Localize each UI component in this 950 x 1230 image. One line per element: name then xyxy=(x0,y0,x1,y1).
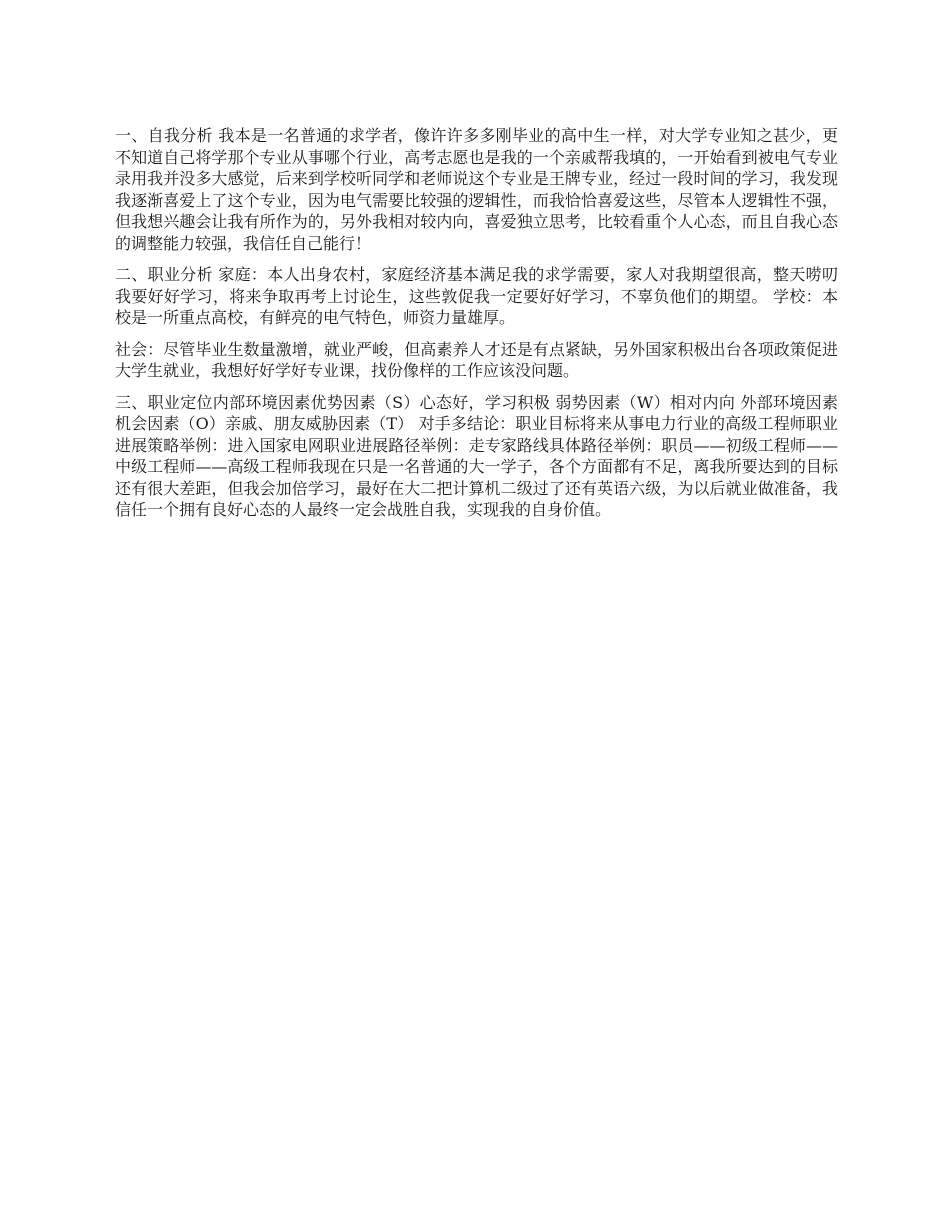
document-body xyxy=(115,125,838,531)
paragraph-career-positioning: 三、职业定位内部环境因素优势因素（S）心态好，学习积极 弱势因素（W）相对内向 外部环境因素机会因素（O）亲戚、朋友威胁因素（T） 对手多结论：职业目标将来从事电力行业的高级工程师职业进展策略举例：进入国家电网职业进展路径举例：走专家路线具体路径举例：职员——初级工程师——中级工程师——高级工程师我现在只是一名普通的大一学子，各个方面都有不足，离我所要达到的目标还有很大差距，但我会加倍学习，最好在大二把计算机二级过了还有英语六级，为以后就业做准备，我信任一个拥有良好心态的人最终一定会战胜自我，实现我的自身价值。 xyxy=(115,392,838,519)
paragraph-career-analysis: 二、职业分析 家庭：本人出身农村，家庭经济基本满足我的求学需要，家人对我期望很高，整天唠叨我要好好学习，将来争取再考上讨论生，这些敦促我一定要好好学习，不辜负他们的期望。 学校：本校是一所重点高校，有鲜亮的电气特色，师资力量雄厚。 xyxy=(115,265,838,327)
paragraph-society: 社会：尽管毕业生数量激增，就业严峻，但高素养人才还是有点紧缺，另外国家积极出台各项政策促进大学生就业，我想好好学好专业课，找份像样的工作应该没问题。 xyxy=(115,339,838,380)
paragraph-self-analysis: 一、自我分析 我本是一名普通的求学者，像许许多多刚毕业的高中生一样，对大学专业知之甚少，更不知道自己将学那个专业从事哪个行业，高考志愿也是我的一个亲戚帮我填的，一开始看到被电气专业录用我并没多大感觉，后来到学校听同学和老师说这个专业是王牌专业，经过一段时间的学习，我发现我逐渐喜爱上了这个专业，因为电气需要比较强的逻辑性，而我恰恰喜爱这些，尽管本人逻辑性不强，但我想兴趣会让我有所作为的，另外我相对较内向，喜爱独立思考，比较看重个人心态，而且自我心态的调整能力较强，我信任自己能行！ xyxy=(115,126,838,253)
